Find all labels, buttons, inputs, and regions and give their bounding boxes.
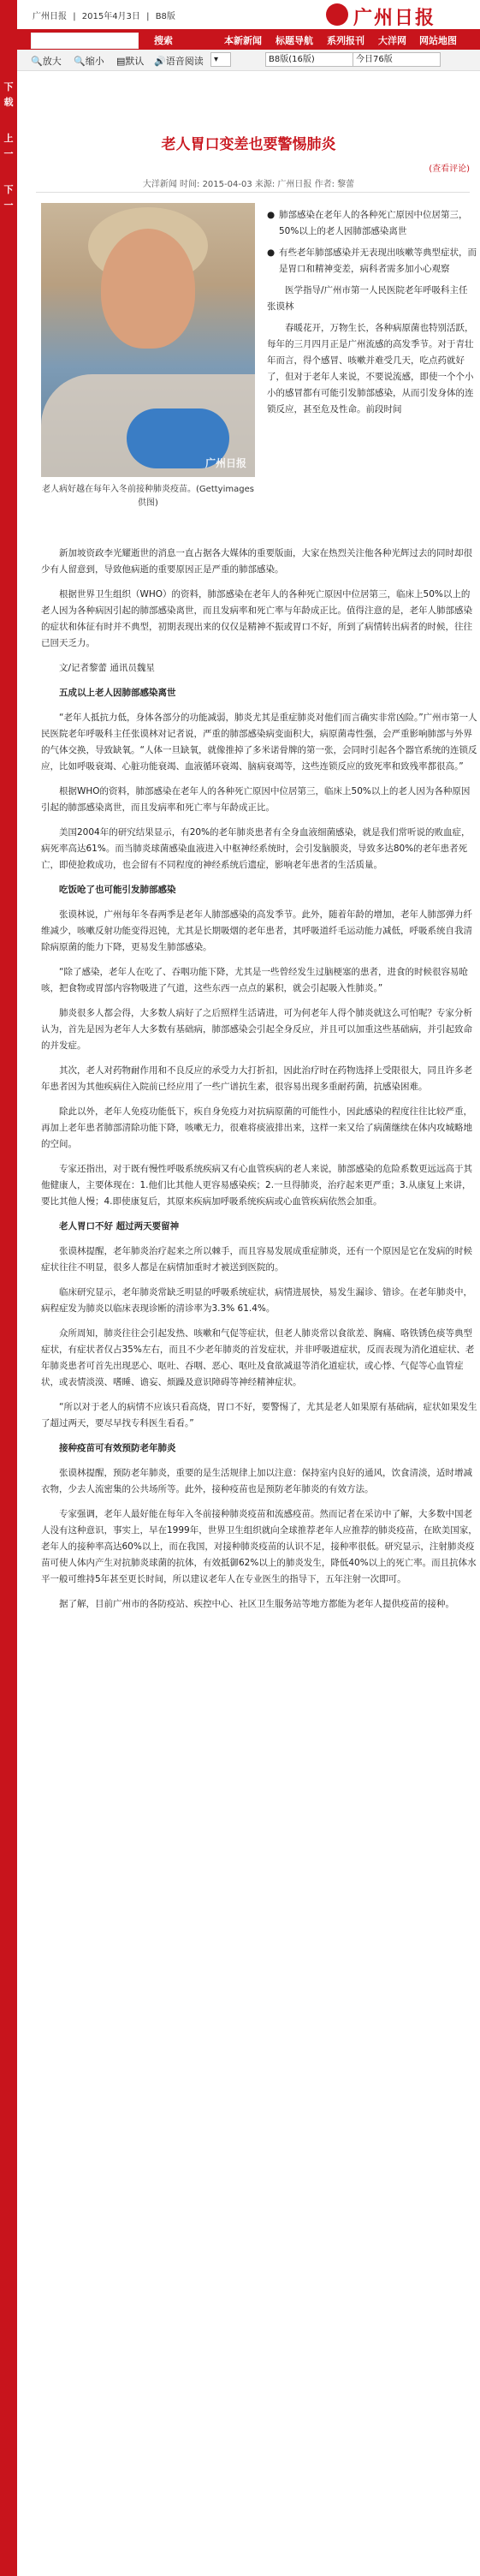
left-sidebar [0, 0, 17, 2576]
logo-icon [326, 3, 348, 26]
magnifier-icon: 🔍 [31, 56, 43, 67]
body-paragraph: 专家还指出，对于既有慢性呼吸系统疾病又有心血管疾病的老人来说，肺部感染的危险系数更远远高于其他健康人，主要体现在：1.他们比其他人更容易感染疾；2.一旦得肺炎，治疗起来更严重；3.从康复上来讲，要比其他人慢；4.即使康复后，其原来疾病加呼吸系统疾病或心血管疾病依然会加重。 [41, 1164, 472, 1207]
sidebar-item-prev-2[interactable]: 一 [3, 148, 14, 159]
article-title: 老人胃口变差也要警惕肺炎 [161, 136, 336, 153]
body-paragraph: 新加坡资政李光耀逝世的消息一直占据各大媒体的重要版面，大家在热烈关注他各种光辉过去的同时却很少有人留意到，导致他病逝的重要原因正是严重的肺部感染。 [41, 548, 472, 575]
voice-dropdown[interactable]: ▾ [210, 52, 231, 67]
highlight-item: ● 肺部感染在老年人的各种死亡原因中位居第三，50%以上的老人因肺部感染离世 [267, 207, 477, 240]
nav-dayoo[interactable]: 大洋网 [378, 35, 406, 46]
document-icon: ▤ [116, 56, 126, 67]
sidebar-item-next-2[interactable]: 一 [3, 200, 14, 211]
body-paragraph: “除了感染，老年人在吃了、吞咽功能下降，尤其是一些曾经发生过脑梗塞的患者，进食的时候很容易呛咳，把食物或胃部内容物吸进了气道，这些东西一点点的累积，就会引起吸入性肺炎。” [41, 967, 468, 993]
view-comments-link[interactable]: (查看评论) [429, 164, 470, 174]
author-line: 文/记者黎蕾 通讯员魏星 [59, 663, 155, 673]
issue-select[interactable]: 今日76版 [353, 52, 441, 67]
reading-toolbar [17, 50, 480, 71]
article-body [41, 546, 477, 1621]
paper-name: 广州日报 [33, 12, 67, 21]
section-heading: 五成以上老人因肺部感染离世 [59, 688, 176, 698]
sidebar-item-next-1[interactable]: 下 [3, 184, 14, 195]
section-heading: 吃饭呛了也可能引发肺部感染 [59, 885, 176, 895]
body-paragraph: 据了解，目前广州市的各防疫站、疾控中心、社区卫生服务站等地方都能为老年人提供疫苗的接种。 [59, 1599, 454, 1609]
main-navbar [17, 29, 480, 50]
article-photo [41, 203, 255, 477]
photo-face [101, 229, 195, 349]
zoom-out-button[interactable]: 🔍缩小 [74, 56, 104, 67]
top-header [17, 0, 480, 30]
sidebar-item-download-2[interactable]: 载 [3, 97, 14, 108]
body-paragraph: “老年人抵抗力低，身体各部分的功能减弱，肺炎尤其是重症肺炎对他们而言确实非常凶险。”广州市第一人民医院老年呼吸科主任张谟林对记者说，严重的肺部感染病变面积大，病原菌毒性强，会严重影响肺部与外界的气体交换，导致缺氧。“人体一旦缺氧，就像推掉了多米诺骨牌的第一张，会同时引起各个器官系统的连锁反应，比如呼吸衰竭、心脏功能衰竭、血液循环衰竭、脑病衰竭等，这些连锁反应的致死率和致残率都很高。” [41, 713, 477, 772]
divider [36, 192, 470, 193]
nav-series-papers[interactable]: 系列报刊 [327, 35, 364, 46]
photo-watermark: 广州日报 [204, 457, 246, 469]
body-paragraph: 根据WHO的资料，肺部感染在老年人的各种死亡原因中位居第三，临床上50%以上的老人因为各种原因引起的肺部感染离世，而且发病率和死亡率与年龄成正比。 [41, 786, 471, 813]
search-input[interactable] [31, 33, 139, 49]
voice-read-button[interactable]: 🔊语音阅读 [154, 56, 204, 67]
sidebar-item-download-1[interactable]: 下 [3, 81, 14, 92]
body-paragraph: 除此以外，老年人免疫功能低下，疾自身免疫力对抗病原菌的可能性小，因此感染的程度往往比较严重，再加上老年患者肺部清除功能下降，咳嗽无力，很难将痰液排出来，这样一来又给了病菌继续在体内攻城略地的空间。 [41, 1106, 472, 1149]
zoom-in-button[interactable]: 🔍放大 [31, 56, 62, 67]
photo-caption: 老人病好越在每年入冬前接种肺炎疫苗。(Gettyimages供图) [42, 485, 254, 508]
side-paragraph: 春暖花开，万物生长，各种病原菌也特别活跃，每年的三月四月正是广州流感的高发季节。对于青壮年而言，得个感冒、咳嗽并难受几天，吃点药就好了，但对于老年人来说，不要说流感，即使一个个小小的感冒都有可能引发肺部感染，从而引发身体的连锁反应，甚至危及性命。前段时间 [267, 323, 474, 414]
section-heading: 接种疫苗可有效预防老年肺炎 [59, 1443, 176, 1453]
body-paragraph: 根据世界卫生组织（WHO）的资料，肺部感染在老年人的各种死亡原因中位居第三，临床上50%以上的老人因为各种病因引起的肺部感染离世，而且发病率和死亡率与年龄成正比。值得注意的是，老年人肺部感染的症状和体征有时并不典型，初期表现出来的仅仅是精神不振或胃口不好，所到了病情转出病者的时候，往往已回天乏力。 [41, 589, 472, 648]
issue-page: B8版 [155, 12, 175, 21]
body-paragraph: 美国2004年的研究结果显示，有20%的老年肺炎患者有全身血液细菌感染，就是我们常听说的败血症，病死率高达61%。而当肺炎球菌感染血液进入中枢神经系统时，会引发脑膜炎，导致多达80%的老年患者死亡，即使抢救成功，也会留有不同程度的神经系统后遗症，影响老年患者的生活质量。 [41, 827, 471, 870]
section-heading: 老人胃口不好 超过两天要留神 [59, 1221, 180, 1231]
magnifier-icon: 🔍 [74, 56, 86, 67]
body-paragraph: 张谟林提醒，老年肺炎治疗起来之所以棘手，而且容易发展成重症肺炎，还有一个原因是它在发病的时候症状往往不明显，很多人都是在病情加重时才被送到医院的。 [41, 1246, 472, 1273]
body-paragraph: 临床研究显示，老年肺炎常缺乏明显的呼吸系统症状，病情进展快，易发生漏诊、错诊。在老年肺炎中，病程症发为肺炎以临床表现诊断的清诊率为3.3% 61.4%。 [41, 1287, 472, 1314]
body-paragraph: 肺炎很多人都会得，大多数人病好了之后照样生活请进，可为何老年人得个肺炎就这么可怕呢？专家分析认为，首先是因为老年人大多数有基础病，肺部感染会引起全身反应，并且可以加重这些基础病，并引起致命的并发症。 [41, 1008, 472, 1051]
article-byline: 大洋新闻 时间: 2015-04-03 来源: 广州日报 作者: 黎蕾 [142, 180, 355, 189]
body-paragraph: 张谟林说，广州每年冬春两季是老年人肺部感染的高发季节。此外，随着年龄的增加，老年人肺部弹力纤维减少，咳嗽反射功能变得迟钝，尤其是长期吸烟的老年患者，其呼吸道纤毛运动能力减低，呼吸系统自我清除病原菌的能力下降，更易发生肺部感染。 [41, 909, 472, 952]
body-paragraph: 其次，老人对药物耐作用和不良反应的承受力大打折扣，因此治疗时在药物选择上受限很大，同且许多老年患者因为其他疾病住入院前已经应用了一些广谱抗生素，很容易出现多重耐药菌，抗感染困难。 [41, 1065, 472, 1092]
body-paragraph: 张谟林提醒，预防老年肺炎，重要的是生活规律上加以注意：保持室内良好的通风，饮食清淡，适时增减衣物，少去人流密集的公共场所等。此外，接种疫苗也是预防老年肺炎的有效方法。 [41, 1468, 472, 1494]
issue-meta: 广州日报 | 2015年4月3日 | B8版 [33, 12, 175, 21]
body-paragraph: 众所周知，肺炎往往会引起发热、咳嗽和气促等症状，但老人肺炎常以食欲差、胸痛、咯铁锈色痰等典型症状，有症状者仅占35%左右，而且不少老年肺炎的首发症状，并非呼吸道症状，反而表现为消化道症状、老年肺炎患者可首先出现恶心、呕吐、吞咽、恶心、呕吐及食欲减退等消化道症状，或心悸、气促等心血管症状，或表情淡漠、嗜睡、谵妄、烦躁及意识障碍等神经精神症状。 [41, 1328, 475, 1387]
sidebar-item-prev-1[interactable]: 上 [3, 133, 14, 144]
reset-zoom-button[interactable]: ▤默认 [116, 56, 145, 67]
nav-headline-guide[interactable]: 标题导航 [276, 35, 313, 46]
nav-sitemap[interactable]: 网站地图 [419, 35, 457, 46]
search-button[interactable]: 搜索 [154, 35, 173, 46]
body-paragraph: 专家强调，老年人最好能在每年入冬前接种肺炎疫苗和流感疫苗。然而记者在采访中了解，大多数中国老人没有这种意识，事实上，早在1999年，世界卫生组织就向全球推荐老年人应推荐的肺炎疫苗，在欧美国家，老年人的接种率高达60%以上，而在我国，对接种肺炎疫苗的认识不足，接种率很低。研究显示，注射肺炎疫苗可使人体内产生对抗肺炎球菌的抗体，有效抵御62%以上的肺炎发生，降低40%以上的死亡率。而且抗体水平一般可维持5年甚至更长时间，所以建议老年人在专业医生的指导下，五年注射一次即可。 [41, 1509, 477, 1584]
body-paragraph: “所以对于老人的病情不应该只看高烧，胃口不好，要警惕了，尤其是老人如果原有基础病，症状如果发生了超过两天，要尽早找专科医生看看。” [41, 1402, 477, 1428]
highlight-item: ● 有些老年肺部感染并无表现出咳嗽等典型症状，而是胃口和精神变差，病科者需多加小心观察 [267, 245, 477, 277]
newspaper-logo[interactable] [326, 2, 471, 27]
page-select[interactable]: B8版(16版) [265, 52, 353, 67]
speaker-icon: 🔊 [154, 56, 166, 67]
nav-local-news[interactable]: 本新新闻 [224, 35, 262, 46]
issue-date: 2015年4月3日 [81, 12, 140, 21]
article-side-text [267, 207, 477, 423]
logo-text: 广州日报 [353, 7, 436, 29]
side-paragraph: 医学指导/广州市第一人民医院老年呼吸科主任张谟林 [267, 285, 468, 312]
